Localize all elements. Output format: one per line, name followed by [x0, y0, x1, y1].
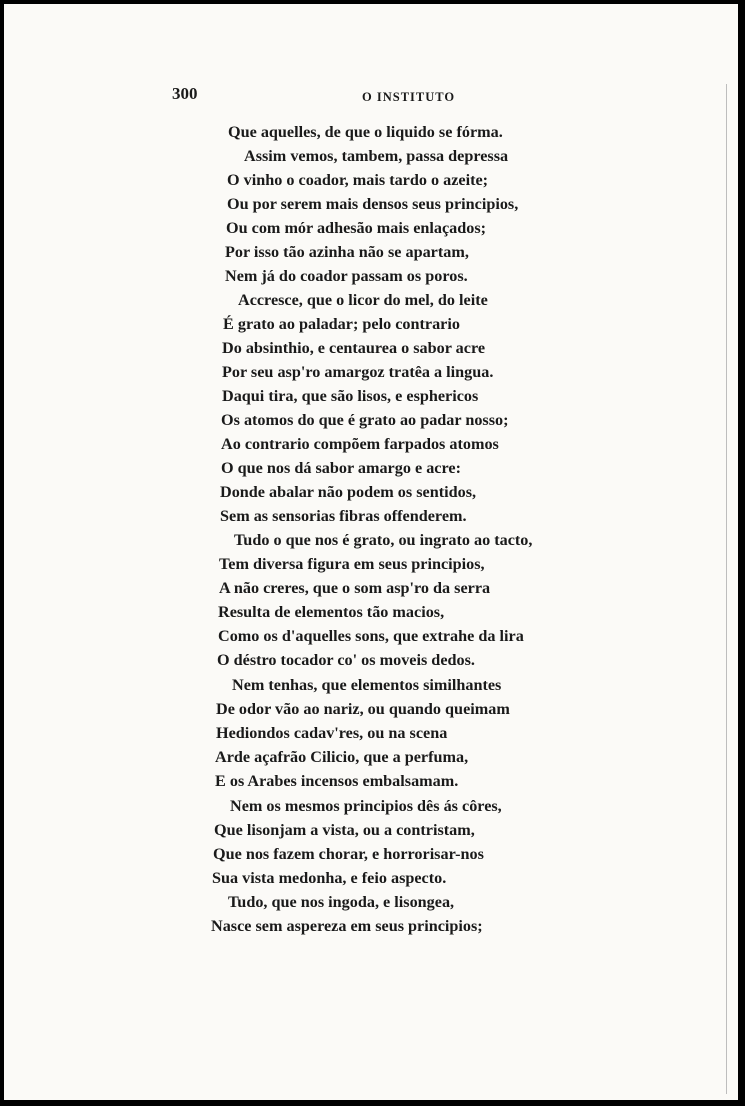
- text-line: O vinho o coador, mais tardo o azeite;: [227, 171, 489, 189]
- page-header: [4, 84, 738, 108]
- text-line: Resulta de elementos tão macios,: [218, 603, 445, 621]
- text-line: Tudo, que nos ingoda, e lisongea,: [228, 893, 455, 911]
- text-line: É grato ao paladar; pelo contrario: [223, 315, 460, 333]
- text-line: Que lisonjam a vista, ou a contristam,: [214, 821, 475, 839]
- text-line: O que nos dá sabor amargo e acre:: [221, 459, 461, 477]
- text-line: Donde abalar não podem os sentidos,: [220, 483, 477, 501]
- text-line: Daqui tira, que são lisos, e esphericos: [222, 387, 479, 405]
- text-line: Nem já do coador passam os poros.: [225, 267, 468, 285]
- running-title: O INSTITUTO: [362, 90, 456, 104]
- text-line: Do absinthio, e centaurea o sabor acre: [222, 339, 486, 357]
- text-line: A não creres, que o som asp'ro da serra: [219, 579, 491, 597]
- text-line: De odor vão ao nariz, ou quando queimam: [216, 700, 510, 718]
- text-line: Nem tenhas, que elementos similhantes: [232, 676, 502, 694]
- text-line: Ou por serem mais densos seus principios,: [227, 195, 519, 213]
- text-line: Accresce, que o licor do mel, do leite: [238, 291, 488, 309]
- text-line: O déstro tocador co' os moveis dedos.: [217, 651, 475, 669]
- page-crease: [726, 84, 727, 1094]
- text-line: Assim vemos, tambem, passa depressa: [244, 147, 509, 165]
- text-line: Por isso tão azinha não se apartam,: [225, 243, 469, 261]
- text-line: Sem as sensorias fibras offenderem.: [220, 507, 467, 525]
- text-line: Sua vista medonha, e feio aspecto.: [212, 869, 447, 887]
- text-line: Arde açafrão Cilicio, que a perfuma,: [215, 748, 469, 766]
- text-line: Ao contrario compõem farpados atomos: [221, 435, 499, 453]
- page-number: 300: [172, 84, 198, 103]
- text-line: Os atomos do que é grato ao padar nosso;: [221, 411, 509, 429]
- text-line: Por seu asp'ro amargoz tratêa a lingua.: [222, 363, 494, 381]
- text-line: Que nos fazem chorar, e horrorisar-nos: [213, 845, 484, 863]
- text-line: Que aquelles, de que o liquido se fórma.: [228, 123, 503, 141]
- text-line: Hediondos cadav'res, ou na scena: [216, 724, 448, 742]
- text-line: Tudo o que nos é grato, ou ingrato ao tacto,: [234, 531, 533, 549]
- text-line: Como os d'aquelles sons, que extrahe da lira: [218, 627, 524, 645]
- text-line: E os Arabes incensos embalsamam.: [215, 772, 459, 790]
- text-line: Nem os mesmos principios dês ás côres,: [230, 797, 502, 815]
- text-line: Tem diversa figura em seus principios,: [219, 555, 485, 573]
- text-line: Ou com mór adhesão mais enlaçados;: [226, 219, 487, 237]
- book-page: [4, 4, 738, 1100]
- text-line: Nasce sem aspereza em seus principios;: [211, 917, 483, 935]
